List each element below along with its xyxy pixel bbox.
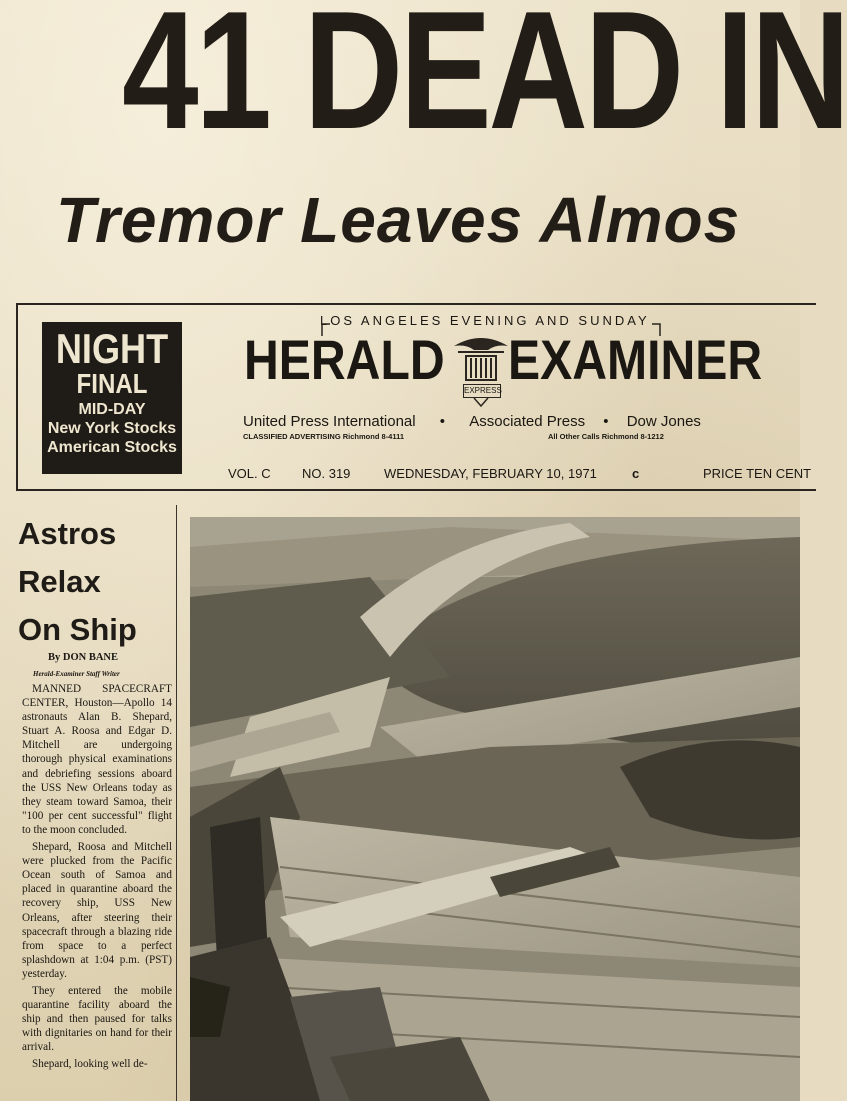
wire-separator: • bbox=[439, 413, 446, 430]
classified-phone: CLASSIFIED ADVERTISING Richmond 8-4111 bbox=[243, 432, 405, 441]
edition-line-2: FINAL bbox=[76, 368, 148, 399]
story-paragraph: Shepard, Roosa and Mitchell were plucked from the Pacific Ocean south of Samoa and placed in quarantine aboard the recovery ship, USS New Orleans, after steering their spacecraft through a blazing ride from space to a perfect splashdown at 1:04 p.m. (PST) yesterday. bbox=[22, 841, 172, 980]
story-paragraph: Shepard, looking well de- bbox=[32, 1058, 148, 1071]
masthead-name-right: EXAMINER bbox=[508, 328, 763, 391]
edition-line-4: New York Stocks bbox=[47, 420, 177, 437]
edition-line-5: American Stocks bbox=[47, 439, 177, 456]
eagle-icon bbox=[452, 332, 510, 410]
sub-headline: Tremor Leaves Almos bbox=[56, 184, 741, 256]
edition-line-1: NIGHT bbox=[55, 325, 169, 372]
banner-headline: 41 DEAD IN bbox=[122, 0, 847, 164]
edition-box bbox=[42, 322, 182, 474]
wire-services bbox=[243, 413, 701, 430]
story-paragraph: They entered the mobile quarantine facility aboard the ship and then paused for talks with dignitaries on hand for their arrival. bbox=[22, 984, 172, 1054]
story-paragraph: MANNED SPACECRAFT CENTER, Houston—Apollo 14 astronauts Alan B. Shepard, Stuart A. Roosa and Edgar D. Mitchell are undergoing thorough physical examinations and debriefing sessions aboard the USS New Orleans today as they steam toward Samoa, their "100 per cent successful" flight to the moon concluded. bbox=[22, 683, 172, 836]
masthead-top-line: LOS ANGELES EVENING AND SUNDAY bbox=[320, 313, 650, 328]
volume: VOL. C bbox=[228, 466, 271, 481]
wire-service-ap: Associated Press bbox=[469, 413, 586, 430]
news-photo bbox=[190, 517, 800, 1101]
wire-service-dow-jones: Dow Jones bbox=[626, 413, 701, 430]
price: PRICE TEN CENT bbox=[703, 466, 812, 481]
masthead-name-left: HERALD bbox=[244, 328, 445, 391]
issue-number: NO. 319 bbox=[302, 466, 351, 481]
story-headline bbox=[18, 510, 137, 654]
story-headline-line: On Ship bbox=[18, 612, 137, 647]
emblem-badge: EXPRESS bbox=[463, 384, 501, 398]
issue-date: WEDNESDAY, FEBRUARY 10, 1971 bbox=[384, 466, 597, 481]
other-calls-phone: All Other Calls Richmond 8-1212 bbox=[548, 432, 664, 441]
edition-mark: c bbox=[632, 466, 640, 481]
story-headline-line: Astros bbox=[18, 516, 117, 551]
wire-separator: • bbox=[603, 413, 609, 430]
eagle-emblem bbox=[452, 332, 510, 410]
story-headline-line: Relax bbox=[18, 564, 101, 599]
story-body bbox=[22, 682, 172, 1075]
column-rule bbox=[176, 505, 177, 1101]
wire-service-upi: United Press International bbox=[243, 413, 416, 430]
collapsed-overpass-photo bbox=[190, 517, 800, 1101]
staff-credit: Herald-Examiner Staff Writer bbox=[33, 670, 120, 678]
edition-line-3: MID-DAY bbox=[78, 401, 146, 418]
byline: By DON BANE bbox=[48, 652, 119, 663]
